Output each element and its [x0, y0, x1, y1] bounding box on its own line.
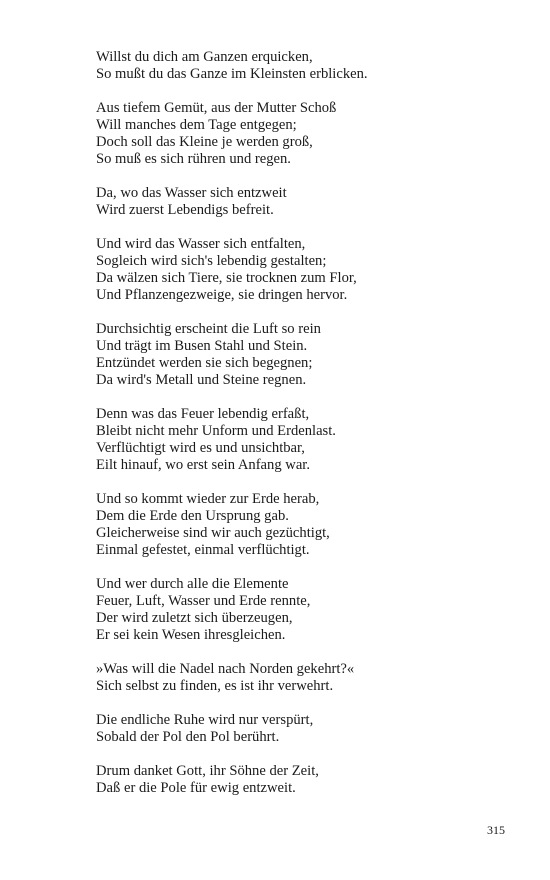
poem-line: Denn was das Feuer lebendig erfaßt, — [96, 406, 310, 422]
poem-line: Sogleich wird sich's lebendig gestalten; — [96, 253, 327, 269]
poem-line: Einmal gefestet, einmal verflüchtigt. — [96, 542, 310, 558]
stanza — [96, 236, 516, 304]
poem-line: Feuer, Luft, Wasser und Erde rennte, — [96, 593, 311, 609]
poem-line: Der wird zuletzt sich überzeugen, — [96, 610, 293, 626]
stanza — [96, 185, 516, 219]
poem-line: So muß es sich rühren und regen. — [96, 151, 291, 167]
poem-line: Drum danket Gott, ihr Söhne der Zeit, — [96, 763, 319, 779]
poem-line: Dem die Erde den Ursprung gab. — [96, 508, 289, 524]
stanza — [96, 49, 516, 83]
poem-line: Sobald der Pol den Pol berührt. — [96, 729, 280, 745]
poem-line: Gleicherweise sind wir auch gezüchtigt, — [96, 525, 330, 541]
stanza — [96, 321, 516, 389]
poem-line: Daß er die Pole für ewig entzweit. — [96, 780, 296, 796]
poem-line: Durchsichtig erscheint die Luft so rein — [96, 321, 321, 337]
poem-line: Entzündet werden sie sich begegnen; — [96, 355, 313, 371]
stanza — [96, 661, 516, 695]
poem-line: Sich selbst zu finden, es ist ihr verwehrt. — [96, 678, 334, 694]
stanza — [96, 406, 516, 474]
poem-line: Eilt hinauf, wo erst sein Anfang war. — [96, 457, 310, 473]
poem-line: So mußt du das Ganze im Kleinsten erblicken. — [96, 66, 368, 82]
poem-line: »Was will die Nadel nach Norden gekehrt?« — [96, 661, 355, 677]
poem-line: Wird zuerst Lebendigs befreit. — [96, 202, 274, 218]
poem-line: Und trägt im Busen Stahl und Stein. — [96, 338, 308, 354]
stanza — [96, 100, 516, 168]
poem-text — [96, 49, 516, 814]
poem-line: Verflüchtigt wird es und unsichtbar, — [96, 440, 305, 456]
poem-line: Und wer durch alle die Elemente — [96, 576, 289, 592]
poem-line: Bleibt nicht mehr Unform und Erdenlast. — [96, 423, 336, 439]
poem-line: Aus tiefem Gemüt, aus der Mutter Schoß — [96, 100, 337, 116]
poem-line: Will manches dem Tage entgegen; — [96, 117, 297, 133]
poem-line: Und so kommt wieder zur Erde herab, — [96, 491, 320, 507]
poem-line: Da, wo das Wasser sich entzweit — [96, 185, 287, 201]
poem-line: Und Pflanzengezweige, sie dringen hervor. — [96, 287, 348, 303]
stanza — [96, 576, 516, 644]
poem-line: Da wird's Metall und Steine regnen. — [96, 372, 307, 388]
stanza — [96, 763, 516, 797]
poem-line: Da wälzen sich Tiere, sie trocknen zum Flor, — [96, 270, 357, 286]
page-number: 315 — [487, 823, 505, 837]
poem-line: Doch soll das Kleine je werden groß, — [96, 134, 313, 150]
poem-line: Er sei kein Wesen ihresgleichen. — [96, 627, 286, 643]
stanza — [96, 712, 516, 746]
stanza — [96, 491, 516, 559]
poem-line: Willst du dich am Ganzen erquicken, — [96, 49, 313, 65]
poem-line: Und wird das Wasser sich entfalten, — [96, 236, 306, 252]
poem-line: Die endliche Ruhe wird nur verspürt, — [96, 712, 314, 728]
